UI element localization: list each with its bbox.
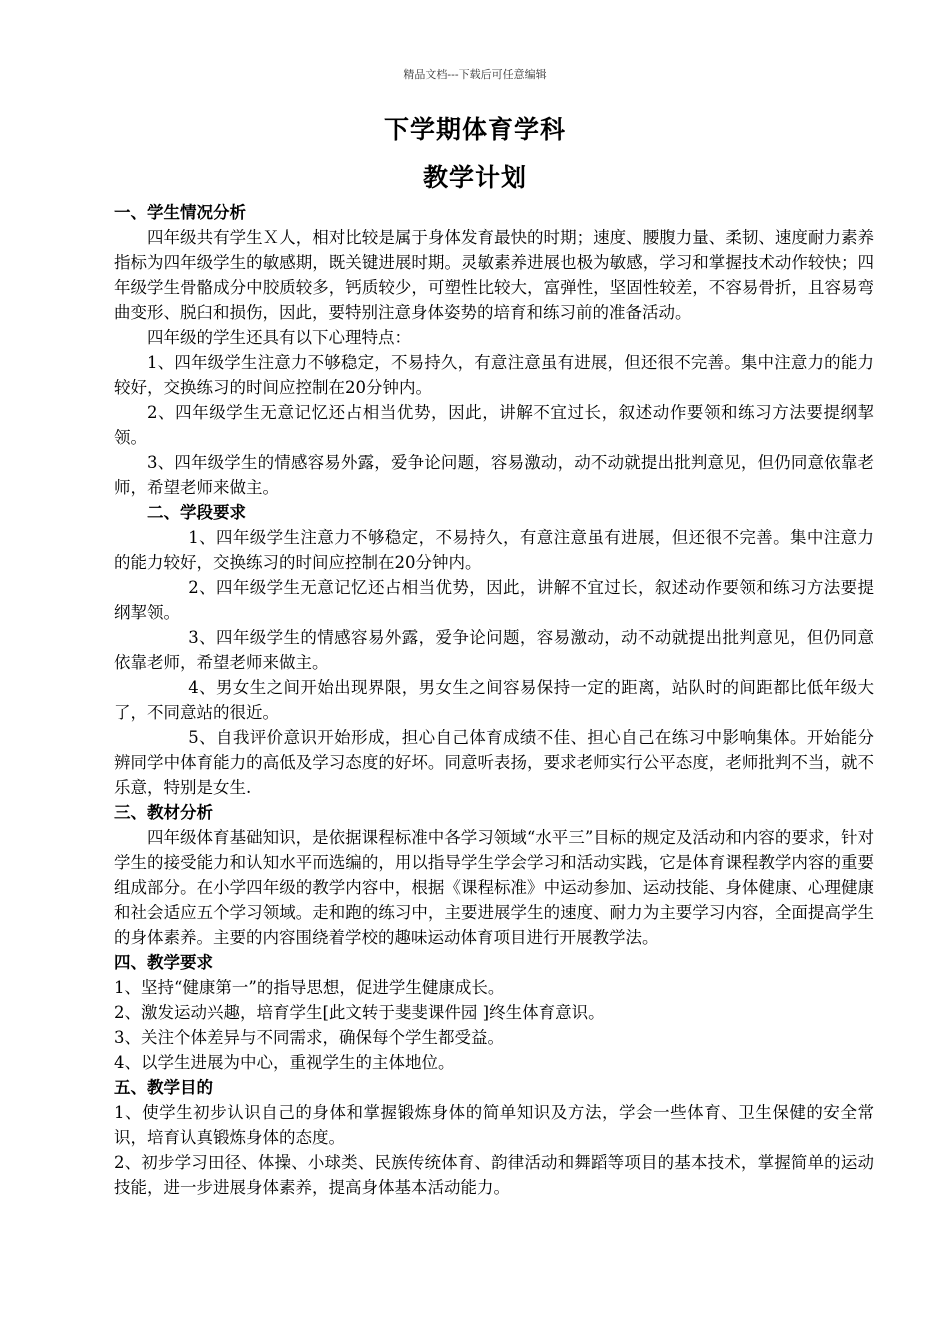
paragraph: 四年级共有学生Ｘ人，相对比较是属于身体发育最快的时期；速度、腰腹力量、柔韧、速度耐力素养指标为四年级学生的敏感期，既关键进展时期。灵敏素养进展也极为敏感，学习和掌握技术动作较快；四年级学生骨骼成分中胶质较多，钙质较少，可塑性比较大，富弹性，坚固性较差，不容易骨折，且容易弯曲变形、脱臼和损伤，因此，要特别注意身体姿势的培育和练习前的准备活动。 — [114, 228, 874, 322]
header-note: 精品文档---下载后可任意编辑 — [403, 68, 547, 81]
paragraph: 4、男女生之间开始出现界限，男女生之间容易保持一定的距离，站队时的间距都比低年级大了，不同意站的很近。 — [114, 678, 874, 722]
paragraph: 3、四年级学生的情感容易外露，爱争论问题，容易激动，动不动就提出批判意见，但仍同意依靠老师，希望老师来做主。 — [114, 453, 874, 497]
section-heading-1: 一、学生情况分析 — [114, 203, 246, 222]
paragraph: 1、四年级学生注意力不够稳定，不易持久，有意注意虽有进展，但还很不完善。集中注意力的能力较好，交换练习的时间应控制在20分钟内。 — [114, 353, 874, 397]
list-item: 2、激发运动兴趣，培育学生[此文转于斐斐课件园 ]终生体育意识。 — [114, 1003, 605, 1022]
paragraph: 3、四年级学生的情感容易外露，爱争论问题，容易激动，动不动就提出批判意见，但仍同意依靠老师，希望老师来做主。 — [114, 628, 874, 672]
document-body — [114, 200, 874, 1200]
document-title: 下学期体育学科 — [383, 115, 566, 144]
document-subtitle: 教学计划 — [422, 163, 527, 192]
paragraph: 四年级体育基础知识，是依据课程标准中各学习领域“水平三”目标的规定及活动和内容的要求，针对学生的接受能力和认知水平而选编的，用以指导学生学会学习和活动实践，它是体育课程教学内容的重要组成部分。在小学四年级的教学内容中，根据《课程标准》中运动参加、运动技能、身体健康、心理健康和社会适应五个学习领域。走和跑的练习中，主要进展学生的速度、耐力为主要学习内容，全面提高学生的身体素养。主要的内容围绕着学校的趣味运动体育项目进行开展教学法。 — [114, 828, 874, 947]
paragraph: 2、四年级学生无意记忆还占相当优势，因此，讲解不宜过长，叙述动作要领和练习方法要提纲挈领。 — [114, 403, 874, 447]
list-item: 4、以学生进展为中心，重视学生的主体地位。 — [114, 1053, 455, 1072]
list-item: 3、关注个体差异与不同需求，确保每个学生都受益。 — [114, 1028, 504, 1047]
paragraph: 四年级的学生还具有以下心理特点： — [147, 328, 411, 347]
list-item: 1、使学生初步认识自己的身体和掌握锻炼身体的简单知识及方法，学会一些体育、卫生保健的安全常识，培育认真锻炼身体的态度。 — [114, 1103, 874, 1147]
paragraph: 1、四年级学生注意力不够稳定，不易持久，有意注意虽有进展，但还很不完善。集中注意力的能力较好，交换练习的时间应控制在20分钟内。 — [114, 528, 874, 572]
section-heading-3: 三、教材分析 — [114, 803, 213, 822]
paragraph: 5、自我评价意识开始形成，担心自己体育成绩不佳、担心自己在练习中影响集体。开始能分辨同学中体育能力的高低及学习态度的好坏。同意听表扬，要求老师实行公平态度，老师批判不当，就不乐意，特别是女生. — [114, 728, 874, 797]
list-item: 1、坚持“健康第一”的指导思想，促进学生健康成长。 — [114, 978, 505, 997]
section-heading-2: 二、学段要求 — [147, 503, 246, 522]
section-heading-5: 五、教学目的 — [114, 1078, 213, 1097]
list-item: 2、初步学习田径、体操、小球类、民族传统体育、韵律活动和舞蹈等项目的基本技术，掌握简单的运动技能，进一步进展身体素养，提高身体基本活动能力。 — [114, 1153, 874, 1197]
paragraph: 2、四年级学生无意记忆还占相当优势，因此，讲解不宜过长，叙述动作要领和练习方法要提纲挈领。 — [114, 578, 874, 622]
section-heading-4: 四、教学要求 — [114, 953, 213, 972]
